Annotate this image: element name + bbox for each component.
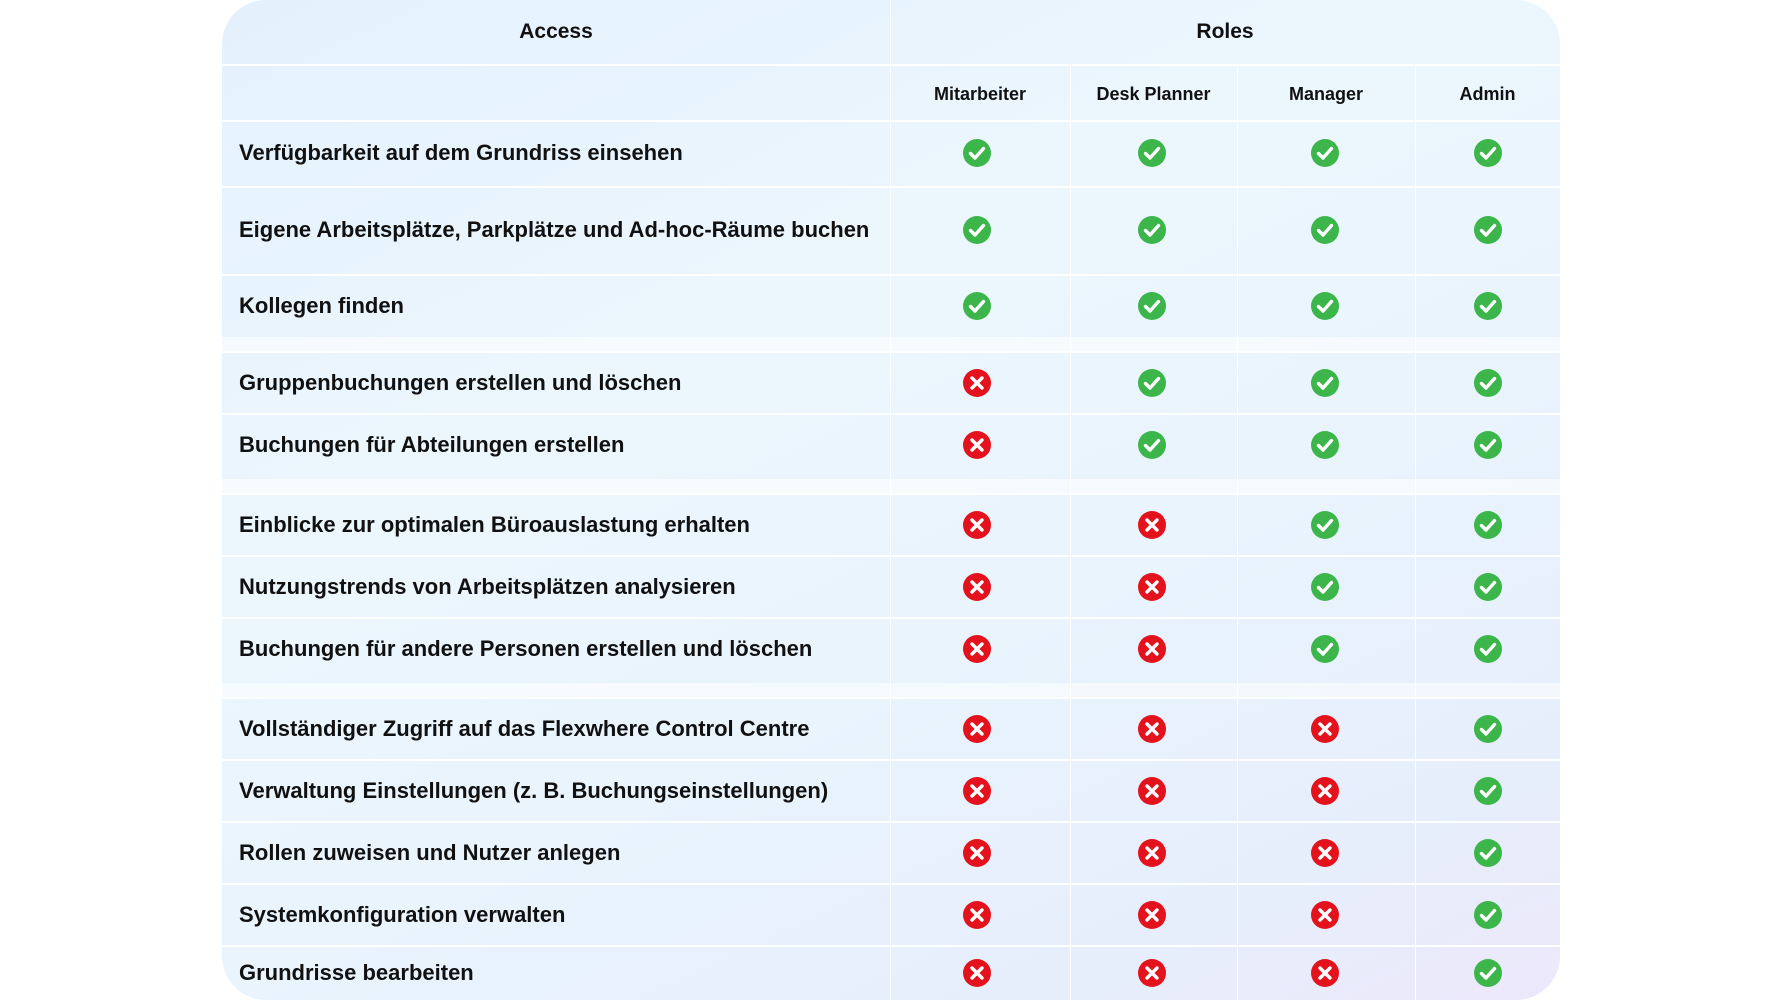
x-circle-icon [1137,958,1167,988]
header-divider [222,64,1560,66]
x-circle-icon [1310,776,1340,806]
check-circle-icon [1473,215,1503,245]
check-circle-icon [1310,291,1340,321]
row-label: Nutzungstrends von Arbeitsplätzen analysieren [239,574,736,599]
role-header-manager: Manager [1288,83,1364,104]
column-divider [1070,64,1071,1000]
check-circle-icon [1310,510,1340,540]
role-header-desk-planner: Desk Planner [1096,83,1211,104]
x-circle-icon [1137,510,1167,540]
x-circle-icon [1310,958,1340,988]
check-circle-icon [962,215,992,245]
check-circle-icon [1473,138,1503,168]
x-circle-icon [962,900,992,930]
row-label: Kollegen finden [239,293,404,318]
check-circle-icon [1473,510,1503,540]
check-circle-icon [1473,900,1503,930]
role-header-mitarbeiter: Mitarbeiter [933,83,1027,104]
x-circle-icon [962,572,992,602]
check-circle-icon [1473,776,1503,806]
x-circle-icon [1310,714,1340,744]
check-circle-icon [1310,634,1340,664]
x-circle-icon [1137,900,1167,930]
group-separator [222,479,1560,493]
group-separator [222,683,1560,697]
row-label: Eigene Arbeitsplätze, Parkplätze und Ad-hoc-Räume buchen [239,217,870,242]
x-circle-icon [962,510,992,540]
x-circle-icon [962,958,992,988]
check-circle-icon [1473,838,1503,868]
check-circle-icon [1473,430,1503,460]
x-circle-icon [1310,838,1340,868]
check-circle-icon [1473,368,1503,398]
x-circle-icon [1137,572,1167,602]
check-circle-icon [1310,430,1340,460]
row-label: Rollen zuweisen und Nutzer anlegen [239,840,621,865]
column-divider [1415,64,1416,1000]
x-circle-icon [962,368,992,398]
check-circle-icon [1137,368,1167,398]
check-circle-icon [1310,138,1340,168]
check-circle-icon [962,138,992,168]
row-label: Verfügbarkeit auf dem Grundriss einsehen [239,140,683,165]
x-circle-icon [1137,714,1167,744]
x-circle-icon [1137,776,1167,806]
role-access-table [222,0,1560,1000]
check-circle-icon [962,291,992,321]
check-circle-icon [1310,572,1340,602]
check-circle-icon [1473,291,1503,321]
check-circle-icon [1310,368,1340,398]
x-circle-icon [962,430,992,460]
row-label: Gruppenbuchungen erstellen und löschen [239,370,682,395]
role-header-admin: Admin [1459,83,1516,104]
access-column-header: Access [519,20,593,43]
x-circle-icon [962,714,992,744]
x-circle-icon [1137,838,1167,868]
row-label: Systemkonfiguration verwalten [239,902,566,927]
check-circle-icon [1310,215,1340,245]
row-label: Buchungen für Abteilungen erstellen [239,432,625,457]
check-circle-icon [1473,958,1503,988]
row-label: Einblicke zur optimalen Büroauslastung erhalten [239,512,750,537]
row-label: Vollständiger Zugriff auf das Flexwhere Control Centre [239,716,810,741]
check-circle-icon [1473,714,1503,744]
x-circle-icon [962,634,992,664]
check-circle-icon [1137,291,1167,321]
group-separator [222,337,1560,351]
check-circle-icon [1137,215,1167,245]
row-label: Buchungen für andere Personen erstellen und löschen [239,636,813,661]
check-circle-icon [1137,430,1167,460]
row-label: Grundrisse bearbeiten [239,960,474,985]
column-divider [890,0,891,1000]
check-circle-icon [1137,138,1167,168]
x-circle-icon [1137,634,1167,664]
roles-column-header: Roles [1196,20,1254,43]
row-label: Verwaltung Einstellungen (z. B. Buchungseinstellungen) [239,778,829,803]
check-circle-icon [1473,634,1503,664]
x-circle-icon [1310,900,1340,930]
x-circle-icon [962,776,992,806]
column-divider [1237,64,1238,1000]
check-circle-icon [1473,572,1503,602]
x-circle-icon [962,838,992,868]
